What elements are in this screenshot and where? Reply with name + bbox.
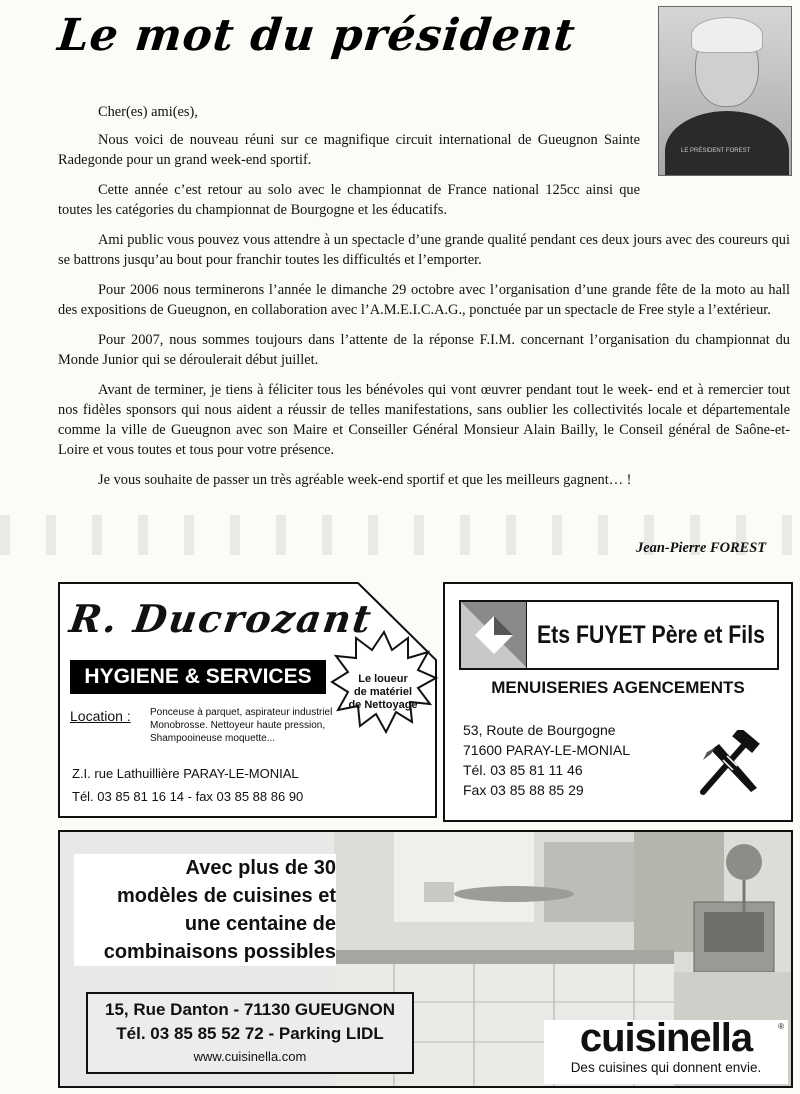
starburst-line: Le loueur — [358, 673, 408, 685]
letter-paragraph: Pour 2007, nous sommes toujours dans l’attente de la réponse F.I.M. concernant l’organisation du championnat du Monde Junior qui se déroulerait début juillet. — [58, 332, 790, 368]
ducrozant-address: Z.I. rue Lathuillière PARAY-LE-MONIAL — [72, 766, 299, 781]
cuisinella-address-box — [86, 992, 414, 1074]
ad-fuyet — [443, 582, 793, 822]
fuyet-name: Ets FUYET Père et Fils — [537, 621, 765, 649]
letter-paragraph: Ami public vous pouvez vous attendre à un spectacle d’une grande qualité pendant ces deux jours avec des coureurs qui se battrons jusqu’au bout pour franchir toutes les difficultés et l’emporter. — [58, 232, 790, 268]
location-text: Ponceuse à parquet, aspirateur industriel Monobrosse. Nettoyeur haute pression, Shampooineuse moquette... — [150, 707, 333, 744]
cuisinella-address: 15, Rue Danton - 71130 GUEUGNON — [104, 1000, 396, 1019]
fuyet-header — [459, 600, 779, 670]
fuyet-address — [463, 720, 630, 800]
ducrozant-contact — [72, 762, 303, 808]
hammer-saw-icon — [693, 730, 765, 798]
letter-salutation: Cher(es) ami(es), — [98, 104, 198, 120]
fuyet-subtitle: MENUISERIES AGENCEMENTS — [491, 678, 745, 697]
registered-mark: ® — [778, 1022, 784, 1031]
photo-caption: LE PRÉSIDENT FOREST — [681, 148, 751, 154]
starburst-text — [346, 673, 420, 712]
letter-paragraph: Avant de terminer, je tiens à féliciter tous les bénévoles qui vont œuvrer pendant tout le week- end et à remercier tout nos fidèles sponsors qui nous aident a réussir de telles manifestations, sans oublier les collectivités locale et départementale comme la ville de Gueugnon avec son Maire et Conseiller Général Monsieur Alain Bailly, le Conseil général de Saône-et-Loire et vous toutes et tous pour votre présence. — [58, 382, 790, 458]
fuyet-logo-icon — [461, 602, 527, 668]
president-letter — [58, 102, 790, 500]
letter-signature: Jean-Pierre FOREST — [636, 540, 766, 556]
headline-line: combinaisons possibles — [103, 941, 336, 963]
fuyet-address-line: 53, Route de Bourgogne — [463, 722, 616, 738]
ad-cuisinella — [58, 830, 793, 1088]
ad-ducrozant — [58, 582, 438, 818]
headline-line: Avec plus de 30 — [185, 857, 336, 879]
letter-paragraph: Pour 2006 nous terminerons l’année le dimanche 29 octobre avec l’organisation d’une grande fête de la moto au hall des expositions de Gueugnon, en collaboration avec l’A.M.E.I.C.A.G., ponctuée par un spectacle de Free style a l’extérieur. — [58, 282, 790, 318]
letter-paragraph: Je vous souhaite de passer un très agréable week-end sportif et que les meilleurs gagnent… ! — [98, 472, 632, 488]
cuisinella-headline — [74, 854, 336, 966]
fuyet-address-line: Fax 03 85 88 85 29 — [463, 782, 584, 798]
starburst-line: de Nettoyage — [348, 699, 418, 711]
ducrozant-phone: Tél. 03 85 81 16 14 - fax 03 85 88 86 90 — [72, 789, 304, 804]
fuyet-address-line: 71600 PARAY-LE-MONIAL — [463, 742, 631, 758]
starburst-line: de matériel — [353, 686, 413, 698]
cuisinella-tagline: Des cuisines qui donnent envie. — [570, 1060, 762, 1075]
page-title: Le mot du président — [55, 10, 579, 61]
fuyet-address-line: Tél. 03 85 81 11 46 — [463, 762, 583, 778]
location-label: Location : — [70, 708, 131, 724]
headline-line: modèles de cuisines et — [117, 885, 336, 907]
cuisinella-website: www.cuisinella.com — [193, 1049, 307, 1064]
ducrozant-banner: HYGIENE & SERVICES — [70, 660, 326, 694]
ducrozant-name: R. Ducrozant — [66, 596, 376, 641]
cuisinella-phone: Tél. 03 85 85 52 72 - Parking LIDL — [116, 1024, 384, 1043]
headline-line: une centaine de — [184, 913, 336, 935]
letter-paragraph: Nous voici de nouveau réuni sur ce magnifique circuit international de Gueugnon Sainte Radegonde pour un grand week-end sportif. — [58, 132, 640, 168]
photo-hair — [691, 17, 763, 53]
cuisinella-brand-box — [544, 1016, 788, 1084]
letter-paragraph: Cette année c’est retour au solo avec le championnat de France national 125cc ainsi que toutes les catégories du championnat de Bourgogne et les éducatifs. — [58, 182, 640, 218]
cuisinella-logo: cuisinella — [579, 1016, 753, 1060]
